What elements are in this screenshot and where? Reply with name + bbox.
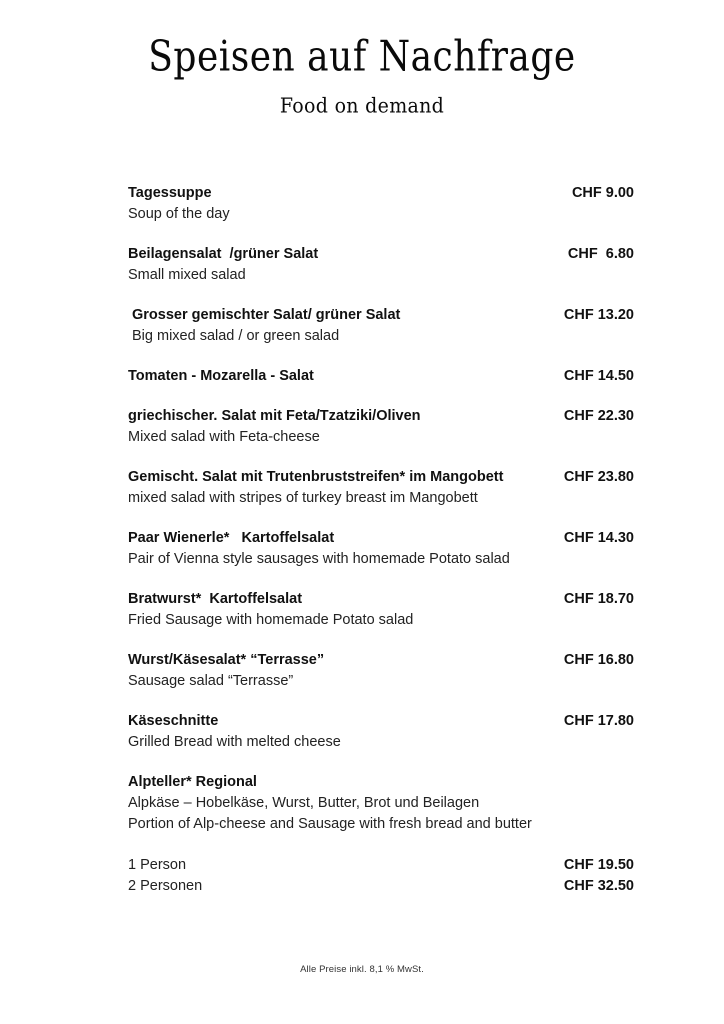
menu-item bbox=[128, 589, 634, 631]
menu-item bbox=[128, 183, 634, 225]
menu-item-head bbox=[128, 772, 634, 793]
menu-item-price: CHF 23.80 bbox=[563, 469, 634, 485]
menu-item bbox=[128, 305, 634, 347]
menu-item bbox=[128, 366, 634, 387]
alpteller-portion-list bbox=[128, 855, 634, 897]
menu-item-head bbox=[128, 406, 634, 427]
menu-item-name: Wurst/Käsesalat* “Terrasse” bbox=[128, 652, 325, 668]
menu-item-head bbox=[128, 366, 634, 387]
menu-item-price: CHF 14.30 bbox=[563, 530, 634, 546]
portion-label: 2 Personen bbox=[128, 878, 203, 894]
menu-item-price: CHF 9.00 bbox=[571, 185, 634, 201]
portion-price: CHF 32.50 bbox=[563, 878, 634, 894]
menu-item-description: Small mixed salad bbox=[128, 267, 246, 283]
menu-item-description: Sausage salad “Terrasse” bbox=[128, 673, 294, 689]
vat-note: Alle Preise inkl. 8,1 % MwSt. bbox=[300, 964, 424, 975]
menu-item-price: CHF 22.30 bbox=[563, 408, 634, 424]
menu-item-description: Big mixed salad / or green salad bbox=[132, 328, 340, 344]
menu-item-name: Paar Wienerle* Kartoffelsalat bbox=[128, 530, 335, 546]
menu-item-alpteller bbox=[128, 772, 634, 897]
menu-item-name: Käseschnitte bbox=[128, 713, 219, 729]
menu-item bbox=[128, 650, 634, 692]
menu-item-price: CHF 16.80 bbox=[563, 652, 634, 668]
menu-item bbox=[128, 406, 634, 448]
menu-item-description: Soup of the day bbox=[128, 206, 230, 222]
menu-item-name: griechischer. Salat mit Feta/Tzatziki/Oliven bbox=[128, 408, 421, 424]
menu-item-price: CHF 13.20 bbox=[563, 307, 634, 323]
portion-price: CHF 19.50 bbox=[563, 857, 634, 873]
menu-item-description: Pair of Vienna style sausages with homemade Potato salad bbox=[128, 551, 510, 567]
menu-header bbox=[0, 0, 724, 118]
menu-item-description: mixed salad with stripes of turkey breast im Mangobett bbox=[128, 490, 478, 506]
page-subtitle: Food on demand bbox=[279, 93, 445, 118]
menu-item-head bbox=[128, 589, 634, 610]
menu-item-name: Grosser gemischter Salat/ grüner Salat bbox=[132, 307, 401, 323]
menu-item-description: Fried Sausage with homemade Potato salad bbox=[128, 612, 414, 628]
menu-item-description-de: Alpkäse – Hobelkäse, Wurst, Butter, Brot und Beilagen bbox=[128, 795, 480, 811]
menu-item-price: CHF 14.50 bbox=[563, 368, 634, 384]
menu-item bbox=[128, 467, 634, 509]
menu-item-description: Grilled Bread with melted cheese bbox=[128, 734, 341, 750]
menu-item-name: Alpteller* Regional bbox=[128, 774, 257, 790]
menu-item bbox=[128, 528, 634, 570]
menu-item-price: CHF 17.80 bbox=[563, 713, 634, 729]
menu-item-head bbox=[128, 650, 634, 671]
menu-item-name: Bratwurst* Kartoffelsalat bbox=[128, 591, 303, 607]
menu-item-description-en: Portion of Alp-cheese and Sausage with fresh bread and butter bbox=[128, 816, 532, 832]
menu-item-price: CHF 6.80 bbox=[567, 246, 634, 262]
menu-item-head bbox=[128, 711, 634, 732]
menu-list bbox=[128, 183, 634, 916]
menu-item bbox=[128, 244, 634, 286]
menu-item-name: Gemischt. Salat mit Trutenbruststreifen* im Mangobett bbox=[128, 469, 504, 485]
portion-label: 1 Person bbox=[128, 857, 187, 873]
menu-item-name: Tagessuppe bbox=[128, 185, 212, 201]
menu-item-head bbox=[128, 183, 634, 204]
menu-item-head bbox=[128, 467, 634, 488]
alpteller-portion-row bbox=[128, 876, 634, 897]
menu-item-description: Mixed salad with Feta-cheese bbox=[128, 429, 320, 445]
menu-item-head bbox=[128, 528, 634, 549]
page-title: Speisen auf Nachfrage bbox=[148, 32, 576, 82]
menu-item-name: Tomaten - Mozarella - Salat bbox=[128, 368, 314, 384]
menu-item-price: CHF 18.70 bbox=[563, 591, 634, 607]
menu-item bbox=[128, 711, 634, 753]
alpteller-portion-row bbox=[128, 855, 634, 876]
menu-item-name: Beilagensalat /grüner Salat bbox=[128, 246, 319, 262]
menu-item-head bbox=[128, 244, 634, 265]
menu-item-head bbox=[132, 305, 634, 326]
